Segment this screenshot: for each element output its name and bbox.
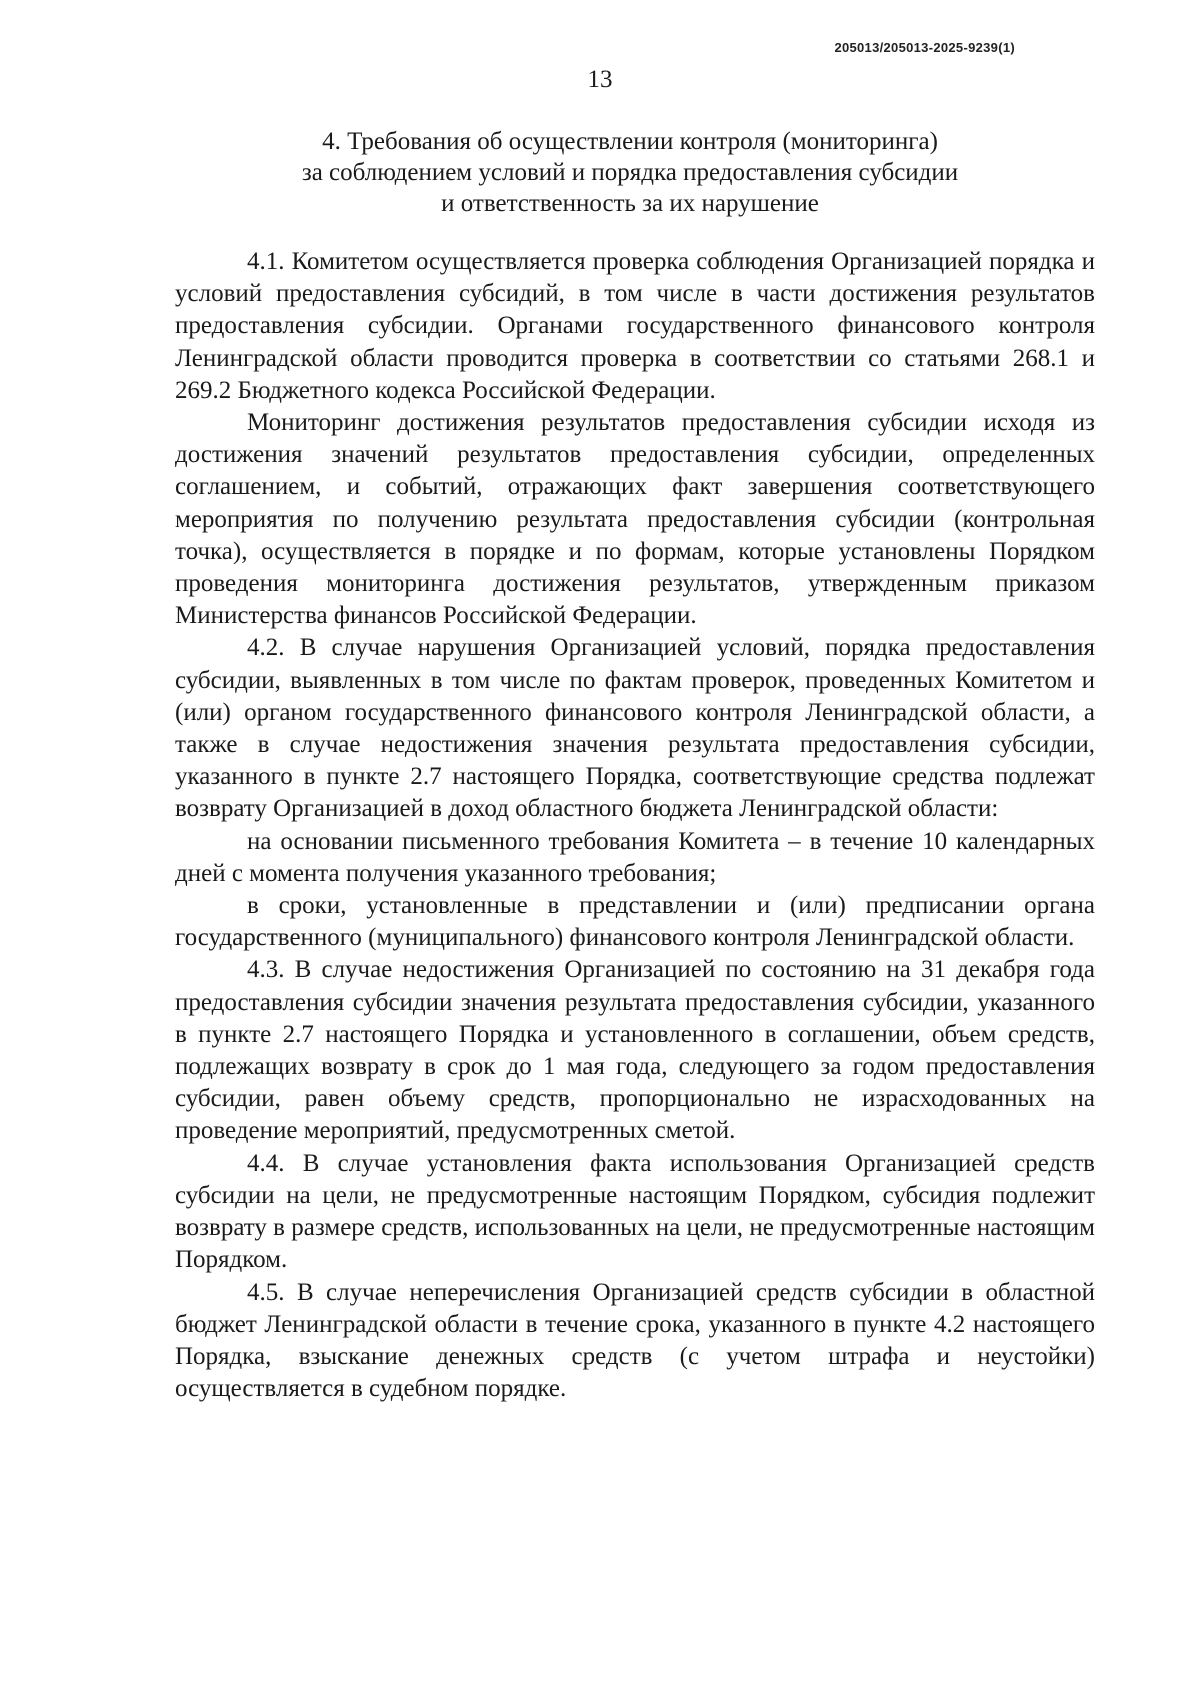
section-title-line: за соблюдением условий и порядка предоставления субсидии <box>301 159 959 186</box>
section-title <box>160 126 1100 219</box>
paragraph-4-3: 4.3. В случае недостижения Организацией по состоянию на 31 декабря года предоставления субсидии значения результата предоставления субсидии, указанного в пункте 2.7 настоящего Порядка и установленного в соглашении, объем средств, подлежащих возврату в срок до 1 мая года, следующего за годом предоставления субсидии, равен объему средств, пропорционально не израсходованных на проведение мероприятий, предусмотренных сметой. <box>175 956 1095 1145</box>
document-registration-number: 205013/205013-2025-9239(1) <box>834 40 1015 55</box>
paragraph-4-2-written-requirement: на основании письменного требования Комитета – в течение 10 календарных дней с момента получения указанного требования; <box>175 827 1095 887</box>
paragraph-4-5: 4.5. В случае неперечисления Организацией средств субсидии в областной бюджет Ленинградской области в течение срока, указанного в пункте 4.2 настоящего Порядка, взыскание денежных средств (с учетом штрафа и неустойки) осуществляется в судебном порядке. <box>175 1278 1095 1403</box>
section-title-line: 4. Требования об осуществлении контроля (мониторинга) <box>322 128 938 155</box>
document-body <box>175 246 1095 1405</box>
paragraph-monitoring: Мониторинг достижения результатов предоставления субсидии исходя из достижения значений результатов предоставления субсидии, определенных соглашением, и событий, отражающих факт завершения соответствующего мероприятия по получению результата предоставления субсидии (контрольная точка), осуществляется в порядке и по формам, которые установлены Порядком проведения мониторинга достижения результатов, утвержденным приказом Министерства финансов Российской Федерации. <box>175 409 1095 630</box>
paragraph-4-2: 4.2. В случае нарушения Организацией условий, порядка предоставления субсидии, выявленных в том числе по фактам проверок, проведенных Комитетом и (или) органом государственного финансового контроля Ленинградской области, а также в случае недостижения значения результата предоставления субсидии, указанного в пункте 2.7 настоящего Порядка, соответствующие средства подлежат возврату Организацией в доход областного бюджета Ленинградской области: <box>175 634 1095 823</box>
page-number: 13 <box>587 66 613 93</box>
paragraph-4-2-deadlines: в сроки, установленные в представлении и (или) предписании органа государственного (муниципального) финансового контроля Ленинградской области. <box>175 892 1095 952</box>
paragraph-4-4: 4.4. В случае установления факта использования Организацией средств субсидии на цели, не предусмотренные настоящим Порядком, субсидия подлежит возврату в размере средств, использованных на цели, не предусмотренные настоящим Порядком. <box>175 1149 1095 1274</box>
section-title-line: и ответственность за их нарушение <box>441 190 819 217</box>
paragraph-4-1: 4.1. Комитетом осуществляется проверка соблюдения Организацией порядка и условий предоставления субсидий, в том числе в части достижения результатов предоставления субсидии. Органами государственного финансового контроля Ленинградской области проводится проверка в соответствии со статьями 268.1 и 269.2 Бюджетного кодекса Российской Федерации. <box>175 248 1095 404</box>
